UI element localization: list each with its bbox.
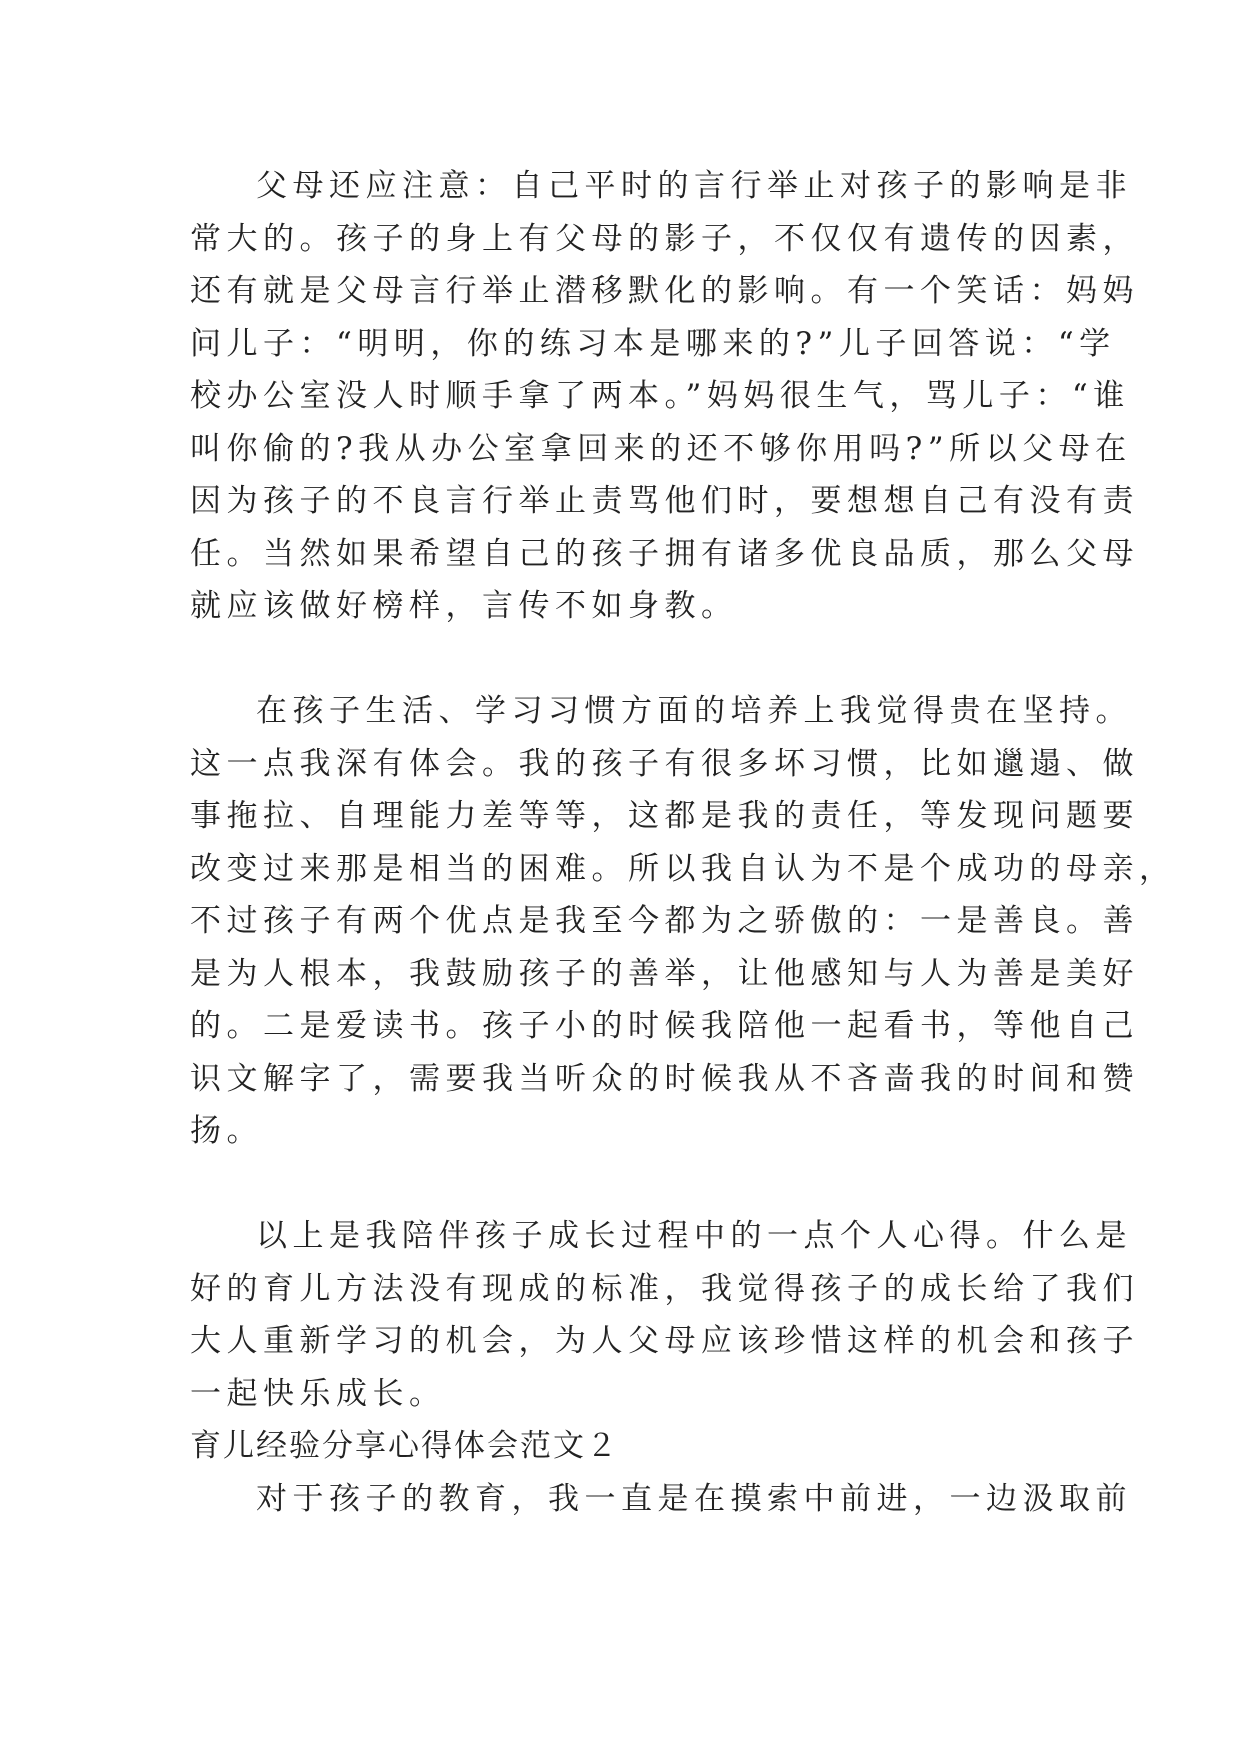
text-line: 任。当然如果希望自己的孩子拥有诸多优良品质，那么父母 bbox=[190, 535, 1139, 572]
text-line: 对于孩子的教育，我一直是在摸索中前进，一边汲取前 bbox=[256, 1480, 1132, 1517]
text-line: 改变过来那是相当的困难。所以我自认为不是个成功的母亲， bbox=[190, 850, 1176, 887]
text-line: 这一点我深有体会。我的孩子有很多坏习惯，比如邋遢、做 bbox=[190, 745, 1139, 782]
text-line: 就应该做好榜样，言传不如身教。 bbox=[190, 588, 738, 624]
text-line: 识文解字了，需要我当听众的时候我从不吝啬我的时间和赞 bbox=[190, 1060, 1139, 1097]
text-line: 的。二是爱读书。孩子小的时候我陪他一起看书，等他自己 bbox=[190, 1008, 1139, 1044]
text-line: 扬。 bbox=[190, 1113, 263, 1149]
paragraph-parent-influence bbox=[190, 160, 1139, 633]
section-heading: 育儿经验分享心得体会范文２ bbox=[190, 1428, 619, 1464]
text-line: 还有就是父母言行举止潜移默化的影响。有一个笑话：妈妈 bbox=[190, 273, 1139, 309]
text-line: 问儿子：“明明，你的练习本是哪来的?”儿子回答说：“学 bbox=[190, 325, 1116, 362]
text-line: 一起快乐成长。 bbox=[190, 1375, 446, 1412]
text-line: 在孩子生活、学习习惯方面的培养上我觉得贵在坚持。 bbox=[256, 693, 1132, 729]
text-line: 叫你偷的?我从办公室拿回来的还不够你用吗?”所以父母在 bbox=[190, 430, 1132, 467]
text-line: 是为人根本，我鼓励孩子的善举，让他感知与人为善是美好 bbox=[190, 955, 1139, 992]
text-line: 因为孩子的不良言行举止责骂他们时，要想想自己有没有责 bbox=[190, 483, 1139, 519]
text-line: 常大的。孩子的身上有父母的影子，不仅仅有遗传的因素， bbox=[190, 220, 1139, 257]
text-line: 父母还应注意：自己平时的言行举止对孩子的影响是非 bbox=[256, 168, 1132, 204]
text-line: 好的育儿方法没有现成的标准，我觉得孩子的成长给了我们 bbox=[190, 1270, 1139, 1307]
paragraph-habits bbox=[190, 685, 1176, 1158]
text-line: 以上是我陪伴孩子成长过程中的一点个人心得。什么是 bbox=[256, 1218, 1132, 1254]
text-line: 不过孩子有两个优点是我至今都为之骄傲的：一是善良。善 bbox=[190, 903, 1139, 939]
paragraph-conclusion-and-next bbox=[190, 1210, 1139, 1525]
text-line: 校办公室没人时顺手拿了两本。”妈妈很生气，骂儿子：“谁 bbox=[190, 378, 1130, 414]
text-line: 事拖拉、自理能力差等等，这都是我的责任，等发现问题要 bbox=[190, 798, 1139, 834]
text-line: 大人重新学习的机会，为人父母应该珍惜这样的机会和孩子 bbox=[190, 1323, 1139, 1359]
